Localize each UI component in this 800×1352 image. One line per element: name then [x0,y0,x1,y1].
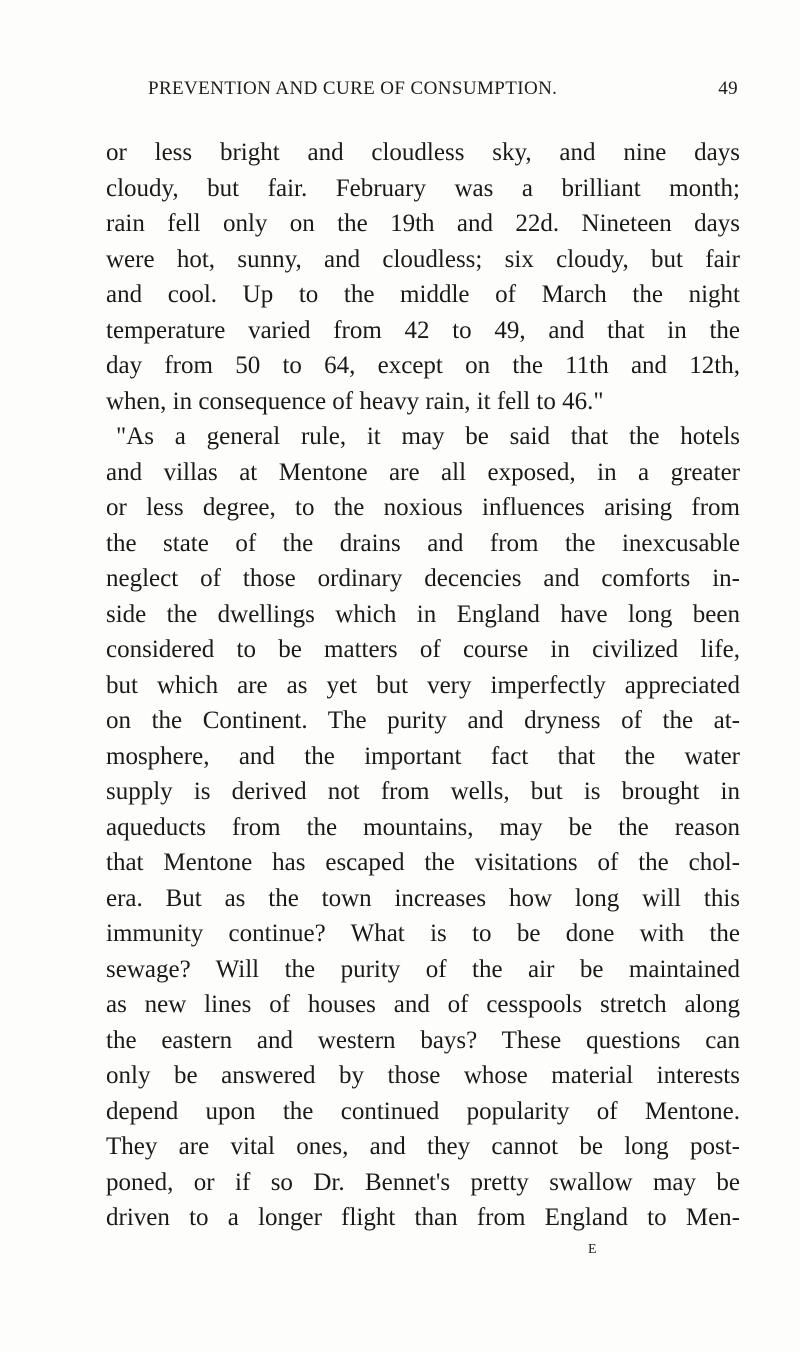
text-line: day from 50 to 64, except on the 11th and 12th, [106,352,740,379]
text-line: neglect of those ordinary decencies and comforts in- [106,565,740,592]
text-line: aqueducts from the mountains, may be the reason [106,813,740,841]
text-line: were hot, sunny, and cloudless; six cloudy, but fair [106,245,740,273]
page-number: 49 [718,78,738,99]
text-line: poned, or if so Dr. Bennet's pretty swallow may be [106,1168,740,1196]
text-line: or less degree, to the noxious influences arising from [106,494,740,521]
text-line: cloudy, but fair. February was a brilliant month; [106,174,740,202]
text-line: as new lines of houses and of cesspools stretch along [106,991,740,1018]
text-line: on the Continent. The purity and dryness of the at- [106,707,740,734]
text-line: temperature varied from 42 to 49, and that in the [106,316,740,344]
text-line: supply is derived not from wells, but is brought in [106,778,740,805]
text-line: that Mentone has escaped the visitations of the chol- [106,849,740,876]
text-line: They are vital ones, and they cannot be long post- [106,1133,740,1160]
body-text [106,135,740,1236]
text-line: sewage? Will the purity of the air be maintained [106,955,740,983]
signature-mark: E [588,1242,598,1257]
text-line: only be answered by those whose material interests [106,1062,740,1089]
text-line: rain fell only on the 19th and 22d. Nineteen days [106,210,740,237]
text-line: when, in consequence of heavy rain, it fell to 46." [106,387,604,415]
text-line: depend upon the continued popularity of Mentone. [106,1097,740,1125]
text-line: immunity continue? What is to be done with the [106,920,740,947]
text-line: but which are as yet but very imperfectly appreciated [106,671,740,699]
text-line: driven to a longer flight than from England to Men- [106,1204,740,1231]
running-title: PREVENTION AND CURE OF CONSUMPTION. [148,78,558,99]
text-line: the state of the drains and from the inexcusable [106,529,740,557]
text-line: the eastern and western bays? These questions can [106,1026,740,1054]
text-line: or less bright and cloudless sky, and nine days [106,139,740,166]
text-line: era. But as the town increases how long will this [106,884,740,912]
text-line: considered to be matters of course in civilized life, [106,636,740,663]
text-line: and cool. Up to the middle of March the night [106,281,740,308]
text-line: and villas at Mentone are all exposed, in a greater [106,458,740,486]
text-line: mosphere, and the important fact that the water [106,742,740,770]
text-line: side the dwellings which in England have long been [106,600,740,628]
running-head [148,76,738,106]
text-line: "As a general rule, it may be said that the hotels [116,423,740,450]
